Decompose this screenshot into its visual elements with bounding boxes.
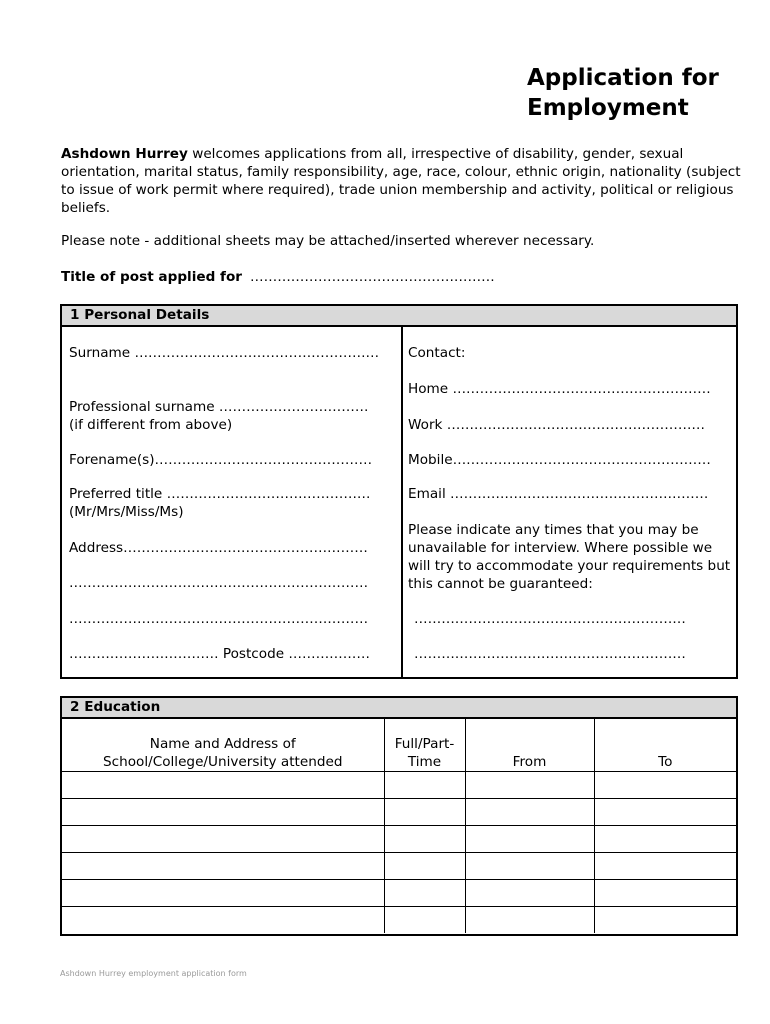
interview-availability-note: Please indicate any times that you may be unavailable for interview. Where possible we will try to accommodate your requirements but this cannot be guaranteed: xyxy=(408,522,731,592)
interview-availability-line-1[interactable]: …………………………………………………… xyxy=(414,611,686,627)
column-header-school-line-2: School/College/University attended xyxy=(103,754,343,770)
to-cell[interactable] xyxy=(594,880,736,907)
title-line-2: Employment xyxy=(527,95,689,121)
school-cell[interactable] xyxy=(62,880,384,907)
school-cell[interactable] xyxy=(62,772,384,799)
address-field[interactable]: Address……………………………………………… xyxy=(69,540,368,556)
company-name: Ashdown Hurrey xyxy=(61,146,188,162)
forenames-field[interactable]: Forename(s)………………………………………… xyxy=(69,452,373,468)
table-row xyxy=(62,772,736,799)
table-row xyxy=(62,799,736,826)
table-row xyxy=(62,907,736,934)
column-divider xyxy=(401,325,403,677)
column-header-attendance-line-2: Time xyxy=(407,754,442,770)
table-row xyxy=(62,880,736,907)
work-phone-field[interactable]: Work ………………………………………………… xyxy=(408,417,706,433)
preferred-title-note: (Mr/Mrs/Miss/Ms) xyxy=(69,504,184,520)
personal-details-header: 1 Personal Details xyxy=(62,306,736,327)
attendance-cell[interactable] xyxy=(384,772,465,799)
surname-field[interactable]: Surname ……………………………………………… xyxy=(69,345,380,361)
school-cell[interactable] xyxy=(62,853,384,880)
preferred-title-field[interactable]: Preferred title ……………………………………… xyxy=(69,486,371,502)
personal-details-section xyxy=(60,304,738,679)
to-cell[interactable] xyxy=(594,907,736,934)
education-header: 2 Education xyxy=(62,698,736,719)
email-field[interactable]: Email ………………………………………………… xyxy=(408,486,709,502)
additional-sheets-note: Please note - additional sheets may be attached/inserted wherever necessary. xyxy=(61,233,595,249)
education-header-row xyxy=(62,719,736,772)
from-cell[interactable] xyxy=(465,853,594,880)
to-cell[interactable] xyxy=(594,826,736,853)
address-line-3[interactable]: ………………………………………………………… xyxy=(69,611,369,627)
attendance-cell[interactable] xyxy=(384,826,465,853)
mobile-phone-field[interactable]: Mobile………………………………………………… xyxy=(408,452,711,468)
attendance-cell[interactable] xyxy=(384,799,465,826)
column-header-school xyxy=(62,719,384,772)
attendance-cell[interactable] xyxy=(384,907,465,934)
column-header-attendance xyxy=(384,719,465,772)
school-cell[interactable] xyxy=(62,826,384,853)
post-applied-label: Title of post applied for xyxy=(61,269,243,285)
intro-text: welcomes applications from all, irrespective of disability, gender, sexual orientation, marital status, family responsibility, age, race, colour, ethnic origin, nationality (subject to issue of work permit where required), trade union membership and activity, political or religious beliefs. xyxy=(61,146,741,216)
from-cell[interactable] xyxy=(465,907,594,934)
from-cell[interactable] xyxy=(465,826,594,853)
column-header-to: To xyxy=(594,719,736,772)
post-applied-field[interactable]: ……………………………………………… xyxy=(250,269,495,285)
attendance-cell[interactable] xyxy=(384,880,465,907)
school-cell[interactable] xyxy=(62,907,384,934)
from-cell[interactable] xyxy=(465,880,594,907)
column-header-school-line-1: Name and Address of xyxy=(149,736,296,752)
to-cell[interactable] xyxy=(594,772,736,799)
table-row xyxy=(62,826,736,853)
footer-text: Ashdown Hurrey employment application form xyxy=(60,969,247,978)
education-section xyxy=(60,696,738,936)
school-cell[interactable] xyxy=(62,799,384,826)
to-cell[interactable] xyxy=(594,799,736,826)
from-cell[interactable] xyxy=(465,772,594,799)
column-header-from: From xyxy=(465,719,594,772)
professional-surname-note: (if different from above) xyxy=(69,417,233,433)
post-applied-row xyxy=(61,269,495,285)
column-header-attendance-line-1: Full/Part- xyxy=(394,736,455,752)
to-cell[interactable] xyxy=(594,853,736,880)
title-line-1: Application for xyxy=(527,65,719,91)
from-cell[interactable] xyxy=(465,799,594,826)
table-row xyxy=(62,853,736,880)
interview-availability-line-2[interactable]: …………………………………………………… xyxy=(414,646,686,662)
intro-paragraph xyxy=(61,145,751,217)
education-table xyxy=(62,719,736,933)
professional-surname-field[interactable]: Professional surname …………………………… xyxy=(69,399,369,415)
home-phone-field[interactable]: Home ………………………………………………… xyxy=(408,381,711,397)
address-line-2[interactable]: ………………………………………………………… xyxy=(69,575,369,591)
attendance-cell[interactable] xyxy=(384,853,465,880)
page-title xyxy=(527,63,719,123)
contact-label: Contact: xyxy=(408,345,466,361)
postcode-field[interactable]: …………………………… Postcode ……………… xyxy=(69,646,370,662)
